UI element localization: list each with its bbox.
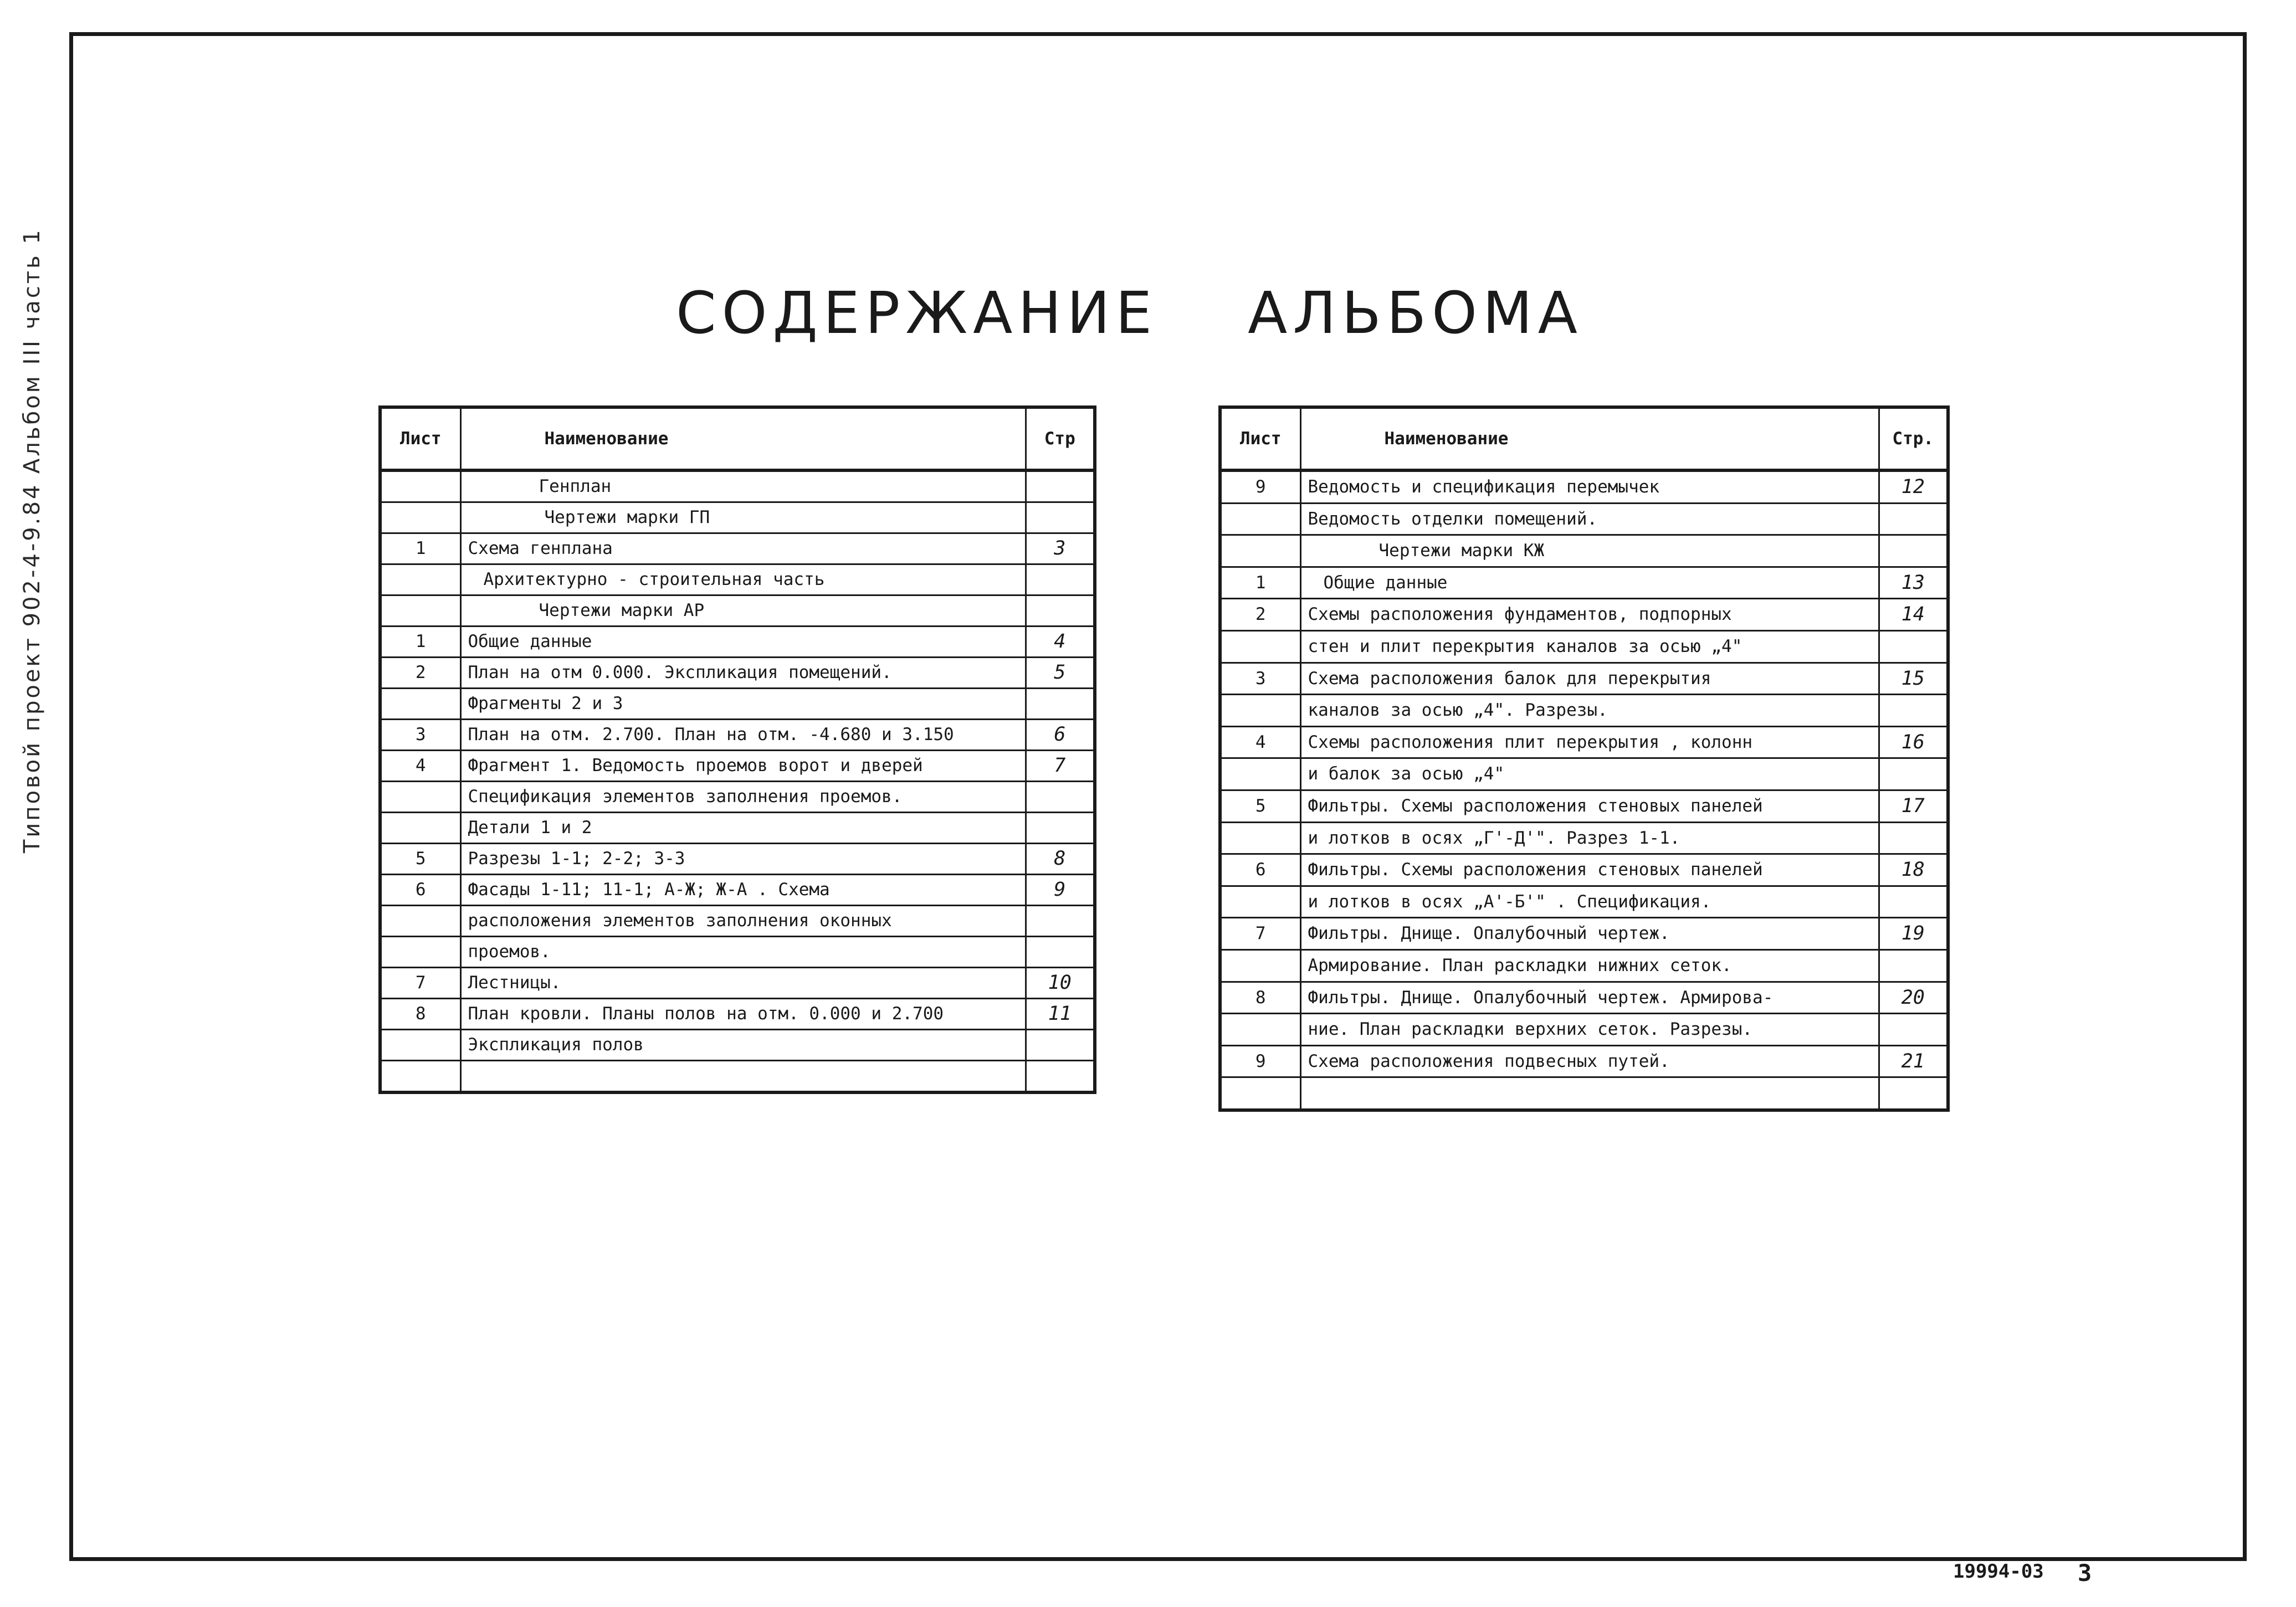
item-name-cell: Армирование. План раскладки нижних сеток. — [1300, 949, 1879, 982]
page-number-cell: 18 — [1879, 854, 1948, 886]
sheet-number-cell — [380, 906, 460, 937]
sheet-number-cell: 3 — [1220, 663, 1300, 695]
page-number-cell: 10 — [1026, 968, 1095, 999]
sheet-number-cell — [1220, 886, 1300, 918]
item-name-cell: Чертежи марки КЖ — [1300, 535, 1879, 567]
sheet-number-cell: 9 — [1220, 470, 1300, 503]
sheet-number-cell: 5 — [1220, 790, 1300, 822]
table-row — [380, 782, 1095, 813]
sheet-number-cell — [380, 502, 460, 533]
sheet-number-cell — [1220, 695, 1300, 727]
page-number-cell — [1879, 695, 1948, 727]
page-number-cell: 6 — [1026, 720, 1095, 751]
page-number-cell — [1026, 564, 1095, 595]
table-row — [1220, 599, 1948, 631]
table-row — [1220, 1014, 1948, 1046]
page-number-cell: 16 — [1879, 726, 1948, 758]
item-name-cell: Схемы расположения плит перекрытия , колонн — [1300, 726, 1879, 758]
sheet-number-cell — [1220, 503, 1300, 535]
page-number-cell — [1879, 630, 1948, 663]
table-row — [380, 595, 1095, 627]
item-name-cell: Детали 1 и 2 — [460, 813, 1026, 844]
table-row — [1220, 630, 1948, 663]
item-name-cell: Лестницы. — [460, 968, 1026, 999]
table-row — [380, 470, 1095, 502]
sheet-number-cell: 1 — [1220, 567, 1300, 599]
page-number-cell: 15 — [1879, 663, 1948, 695]
column-header-sheet: Лист — [1220, 407, 1300, 470]
table-row — [1220, 503, 1948, 535]
item-name-cell: стен и плит перекрытия каналов за осью „4" — [1300, 630, 1879, 663]
sheet-number-cell — [380, 1061, 460, 1093]
sheet-number-cell — [1220, 1077, 1300, 1110]
table-row — [380, 875, 1095, 906]
sheet-number-cell: 6 — [1220, 854, 1300, 886]
item-name-cell: Фрагменты 2 и 3 — [460, 689, 1026, 720]
table-row — [380, 937, 1095, 968]
item-name-cell: Фильтры. Схемы расположения стеновых панелей — [1300, 790, 1879, 822]
page-number-cell: 13 — [1879, 567, 1948, 599]
table-row — [1220, 726, 1948, 758]
table-row — [380, 627, 1095, 658]
page-number-cell — [1879, 503, 1948, 535]
sheet-number-cell — [380, 782, 460, 813]
table-row — [380, 564, 1095, 595]
table-row — [380, 1030, 1095, 1061]
sheet-number-cell — [1220, 949, 1300, 982]
item-name-cell: Фильтры. Днище. Опалубочный чертеж. — [1300, 918, 1879, 950]
page-number-cell: 21 — [1879, 1045, 1948, 1077]
table-row — [1220, 854, 1948, 886]
page-number-cell: 12 — [1879, 470, 1948, 503]
page-number-cell — [1879, 886, 1948, 918]
page-number-cell: 7 — [1026, 751, 1095, 782]
table-row — [1220, 982, 1948, 1014]
table-row — [380, 533, 1095, 564]
item-name-cell: Общие данные — [1300, 567, 1879, 599]
item-name-cell: расположения элементов заполнения оконных — [460, 906, 1026, 937]
item-name-cell — [1300, 1077, 1879, 1110]
table-row — [1220, 695, 1948, 727]
contents-table-right — [1218, 405, 1950, 1112]
item-name-cell: Фильтры. Схемы расположения стеновых панелей — [1300, 854, 1879, 886]
table-row — [380, 906, 1095, 937]
page-number-cell — [1026, 1030, 1095, 1061]
page-number-cell — [1879, 822, 1948, 854]
item-name-cell: Общие данные — [460, 627, 1026, 658]
table-header-row — [1220, 407, 1948, 470]
item-name-cell: План кровли. Планы полов на отм. 0.000 и 2.700 — [460, 999, 1026, 1030]
sheet-number-cell — [380, 937, 460, 968]
table-row — [380, 844, 1095, 875]
item-name-cell: Фасады 1-11; 11-1; А-Ж; Ж-А . Схема — [460, 875, 1026, 906]
table-row — [1220, 1077, 1948, 1110]
page-number-cell: 9 — [1026, 875, 1095, 906]
table-row — [1220, 663, 1948, 695]
table-row — [380, 502, 1095, 533]
sheet-number-cell — [1220, 822, 1300, 854]
page-number-cell: 19 — [1879, 918, 1948, 950]
page-number-cell — [1026, 470, 1095, 502]
item-name-cell: Разрезы 1-1; 2-2; 3-3 — [460, 844, 1026, 875]
page-number-cell — [1026, 782, 1095, 813]
page-number-cell: 5 — [1026, 658, 1095, 689]
page-number-cell — [1026, 937, 1095, 968]
sheet-number-cell: 5 — [380, 844, 460, 875]
sheet-number-cell: 3 — [380, 720, 460, 751]
item-name-cell: Генплан — [460, 470, 1026, 502]
sheet-number-cell: 2 — [380, 658, 460, 689]
item-name-cell: Архитектурно - строительная часть — [460, 564, 1026, 595]
sheet-number-cell — [1220, 1014, 1300, 1046]
side-stamp-text: Типовой проект 902-4-9.84 Альбом III часть 1 — [19, 228, 45, 853]
page-number-cell: 8 — [1026, 844, 1095, 875]
page-number-cell: 3 — [1026, 533, 1095, 564]
item-name-cell: Ведомость и спецификация перемычек — [1300, 470, 1879, 503]
table-row — [380, 968, 1095, 999]
sheet-number-cell — [1220, 535, 1300, 567]
item-name-cell: Фрагмент 1. Ведомость проемов ворот и дверей — [460, 751, 1026, 782]
sheet-number-cell: 7 — [380, 968, 460, 999]
page-number-cell — [1879, 535, 1948, 567]
page-title: СОДЕРЖАНИЕ АЛЬБОМА — [676, 279, 1583, 347]
item-name-cell: и балок за осью „4" — [1300, 758, 1879, 790]
sheet-number-cell — [380, 595, 460, 627]
page-number-cell — [1026, 595, 1095, 627]
table-row — [1220, 886, 1948, 918]
document-code: 19994-03 — [1953, 1560, 2044, 1583]
table-row — [380, 999, 1095, 1030]
item-name-cell — [460, 1061, 1026, 1093]
table-row — [1220, 918, 1948, 950]
table-row — [1220, 758, 1948, 790]
table-row — [1220, 1045, 1948, 1077]
sheet-number-cell — [380, 689, 460, 720]
table-row — [1220, 535, 1948, 567]
sheet-number-cell: 6 — [380, 875, 460, 906]
table-row — [1220, 567, 1948, 599]
sheet-number-cell: 8 — [1220, 982, 1300, 1014]
sheet-number-cell: 7 — [1220, 918, 1300, 950]
page-number-cell: 4 — [1026, 627, 1095, 658]
item-name-cell: Чертежи марки АР — [460, 595, 1026, 627]
page-number: 3 — [2078, 1559, 2092, 1587]
table-row — [380, 658, 1095, 689]
sheet-number-cell: 4 — [1220, 726, 1300, 758]
sheet-number-cell: 4 — [380, 751, 460, 782]
item-name-cell: План на отм. 2.700. План на отм. -4.680 и 3.150 — [460, 720, 1026, 751]
table-header-row — [380, 407, 1095, 470]
item-name-cell: Экспликация полов — [460, 1030, 1026, 1061]
sheet-number-cell: 1 — [380, 627, 460, 658]
sheet-number-cell — [1220, 630, 1300, 663]
page-number-cell — [1026, 1061, 1095, 1093]
item-name-cell: Чертежи марки ГП — [460, 502, 1026, 533]
item-name-cell: ние. План раскладки верхних сеток. Разрезы. — [1300, 1014, 1879, 1046]
page-number-cell — [1026, 906, 1095, 937]
sheet-number-cell — [380, 470, 460, 502]
sheet-number-cell: 8 — [380, 999, 460, 1030]
table-row — [1220, 790, 1948, 822]
item-name-cell: Схема расположения подвесных путей. — [1300, 1045, 1879, 1077]
sheet-number-cell — [1220, 758, 1300, 790]
item-name-cell: и лотков в осях „Г'-Д'". Разрез 1-1. — [1300, 822, 1879, 854]
page-number-cell — [1026, 502, 1095, 533]
item-name-cell: и лотков в осях „А'-Б'" . Спецификация. — [1300, 886, 1879, 918]
page-number-cell — [1026, 689, 1095, 720]
sheet-number-cell — [380, 1030, 460, 1061]
column-header-sheet: Лист — [380, 407, 460, 470]
column-header-name: Наименование — [1300, 407, 1879, 470]
table-row — [1220, 949, 1948, 982]
table-row — [380, 720, 1095, 751]
item-name-cell: Спецификация элементов заполнения проемов. — [460, 782, 1026, 813]
item-name-cell: Схемы расположения фундаментов, подпорных — [1300, 599, 1879, 631]
table-row — [1220, 822, 1948, 854]
page-number-cell: 20 — [1879, 982, 1948, 1014]
page-number-cell: 11 — [1026, 999, 1095, 1030]
column-header-name: Наименование — [460, 407, 1026, 470]
sheet-number-cell: 1 — [380, 533, 460, 564]
sheet-number-cell: 2 — [1220, 599, 1300, 631]
item-name-cell: План на отм 0.000. Экспликация помещений. — [460, 658, 1026, 689]
table-row — [380, 751, 1095, 782]
table-row — [380, 813, 1095, 844]
item-name-cell: Схема расположения балок для перекрытия — [1300, 663, 1879, 695]
item-name-cell: каналов за осью „4". Разрезы. — [1300, 695, 1879, 727]
table-row — [380, 1061, 1095, 1093]
page-number-cell: 14 — [1879, 599, 1948, 631]
contents-table-left — [378, 405, 1096, 1094]
item-name-cell: Схема генплана — [460, 533, 1026, 564]
page-number-cell — [1879, 1077, 1948, 1110]
table-row — [1220, 470, 1948, 503]
table-row — [380, 689, 1095, 720]
sheet-number-cell: 9 — [1220, 1045, 1300, 1077]
page-number-cell — [1879, 758, 1948, 790]
item-name-cell: Ведомость отделки помещений. — [1300, 503, 1879, 535]
sheet-number-cell — [380, 813, 460, 844]
sheet-number-cell — [380, 564, 460, 595]
page-number-cell — [1026, 813, 1095, 844]
page-number-cell — [1879, 1014, 1948, 1046]
page-number-cell — [1879, 949, 1948, 982]
item-name-cell: проемов. — [460, 937, 1026, 968]
column-header-page: Стр. — [1879, 407, 1948, 470]
column-header-page: Стр — [1026, 407, 1095, 470]
page-number-cell: 17 — [1879, 790, 1948, 822]
item-name-cell: Фильтры. Днище. Опалубочный чертеж. Армирова- — [1300, 982, 1879, 1014]
